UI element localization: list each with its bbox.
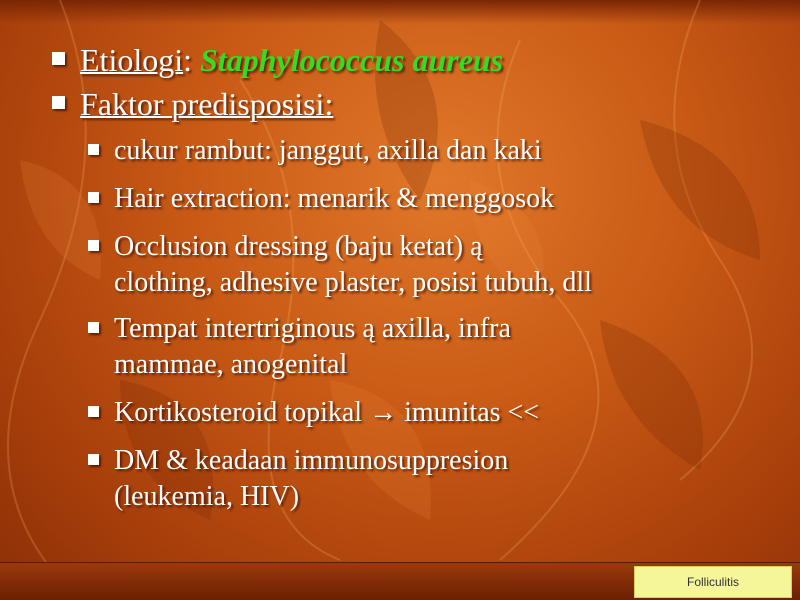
sub-item-tempat [50, 310, 790, 348]
square-bullet-icon [88, 192, 99, 203]
faktor-separator: : [324, 86, 334, 122]
sub-item-tempat-cont [50, 346, 790, 384]
square-bullet-icon [52, 96, 65, 109]
etiologi-label: Etiologi [80, 42, 184, 78]
sub-item-kortikosteroid [50, 394, 790, 432]
sub-item-dm [50, 442, 790, 480]
square-bullet-icon [88, 454, 99, 465]
sub-item-text: Tempat intertriginous ą axilla, infra [114, 313, 511, 344]
sub-item-text: Hair extraction: menarik & menggosok [114, 183, 555, 214]
faktor-label: Faktor predisposisi [80, 86, 325, 122]
bullet-item-etiologi [50, 38, 790, 82]
sub-item-dm-cont [50, 478, 790, 516]
footer-label [634, 566, 792, 598]
sub-item-text: Occlusion dressing (baju ketat) ą [114, 231, 483, 262]
square-bullet-icon [88, 406, 99, 417]
square-bullet-icon [88, 240, 99, 251]
sub-item-hair [50, 180, 790, 218]
sub-item-text-cont: clothing, adhesive plaster, posisi tubuh, dll [114, 267, 592, 298]
square-bullet-icon [88, 322, 99, 333]
etiologi-separator: : [183, 42, 200, 78]
square-bullet-icon [52, 52, 65, 65]
sub-item-text: cukur rambut: janggut, axilla dan kaki [114, 135, 542, 166]
etiologi-value: Staphylococcus aureus [200, 42, 504, 78]
sub-item-text-cont: (leukemia, HIV) [114, 481, 300, 512]
footer-label-text: Folliculitis [686, 575, 739, 589]
sub-item-text: Kortikosteroid topikal [114, 397, 370, 428]
sub-item-text-after-arrow: imunitas << [404, 397, 540, 428]
slide-content [50, 38, 790, 516]
sub-item-occlusion [50, 228, 790, 266]
sub-item-text-cont: mammae, anogenital [114, 349, 348, 380]
sub-item-cukur [50, 132, 790, 170]
right-arrow-icon: → [369, 397, 398, 428]
sub-item-text: DM & keadaan immunosuppresion [114, 445, 509, 476]
bullet-item-faktor [50, 82, 790, 126]
sub-item-occlusion-cont [50, 264, 790, 302]
square-bullet-icon [88, 144, 99, 155]
